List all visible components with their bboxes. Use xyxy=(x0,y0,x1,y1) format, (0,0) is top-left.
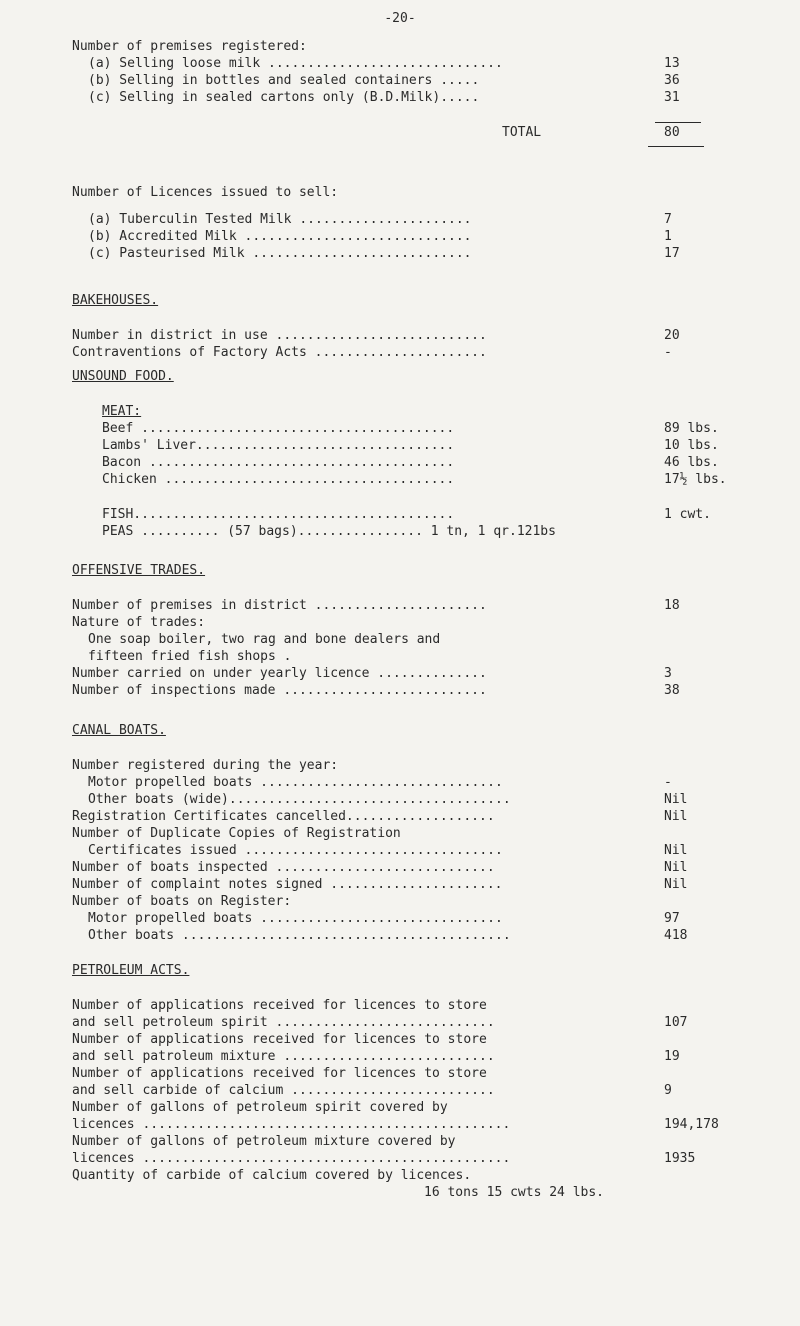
cancelled-row xyxy=(72,808,772,825)
meat-label: Chicken ..................................... xyxy=(102,472,455,487)
bakehouse-label: Contraventions of Factory Acts ...................... xyxy=(72,345,487,360)
nature-text-2: fifteen fried fish shops . xyxy=(88,649,292,664)
meat-heading: MEAT: xyxy=(102,404,142,419)
premises-value: 36 xyxy=(664,73,680,88)
inspections-value: 38 xyxy=(664,683,680,698)
carbide-title-line xyxy=(72,1065,772,1082)
premises-label: (c) Selling in sealed cartons only (B.D.Milk)..... xyxy=(88,90,480,105)
canal-boats-heading: CANAL BOATS. xyxy=(72,723,166,738)
duplicate-value: Nil xyxy=(664,843,688,858)
canal-boats-heading-line xyxy=(72,722,772,739)
carbide-quantity-value: 16 tons 15 cwts 24 lbs. xyxy=(424,1185,605,1200)
peas-row xyxy=(72,523,772,540)
premises-label: (b) Selling in bottles and sealed containers ..... xyxy=(88,73,480,88)
complaint-row xyxy=(72,876,772,893)
unsound-food-section xyxy=(72,368,772,540)
peas-label: PEAS .......... (57 bags)................ 1 tn, 1 qr.121bs xyxy=(102,524,556,539)
offensive-trades-heading-line xyxy=(72,562,772,579)
total-label: TOTAL xyxy=(502,125,542,140)
meat-label: Lambs' Liver................................. xyxy=(102,438,455,453)
register-title-line xyxy=(72,893,772,910)
nature-text-1: One soap boiler, two rag and bone dealers and xyxy=(88,632,441,647)
meat-value: 10 lbs. xyxy=(664,438,719,453)
registered-title-line xyxy=(72,757,772,774)
spirit-title: Number of applications received for licences to store xyxy=(72,998,487,1013)
milk-premises-section xyxy=(72,38,772,141)
spirit-label: and sell petroleum spirit ............................ xyxy=(72,1015,495,1030)
gallons-mixture-value: 1935 xyxy=(664,1151,696,1166)
complaint-label: Number of complaint notes signed ...................... xyxy=(72,877,503,892)
yearly-licence-value: 3 xyxy=(664,666,672,681)
licence-row xyxy=(72,211,772,228)
licence-value: 17 xyxy=(664,246,680,261)
total-row xyxy=(72,124,772,141)
inspected-label: Number of boats inspected ............................ xyxy=(72,860,495,875)
complaint-value: Nil xyxy=(664,877,688,892)
carbide-label: and sell carbide of calcium .......................... xyxy=(72,1083,495,1098)
mixture-row xyxy=(72,1048,772,1065)
licence-label: (c) Pasteurised Milk ............................ xyxy=(88,246,472,261)
licence-label: (b) Accredited Milk ............................. xyxy=(88,229,472,244)
licences-title-line xyxy=(72,184,772,201)
carbide-title: Number of applications received for licences to store xyxy=(72,1066,487,1081)
premises-title: Number of premises registered: xyxy=(72,39,307,54)
fish-value: 1 cwt. xyxy=(664,507,711,522)
meat-label: Beef ........................................ xyxy=(102,421,455,436)
premises-value: 31 xyxy=(664,90,680,105)
gallons-spirit-row xyxy=(72,1116,772,1133)
cancelled-label: Registration Certificates cancelled................... xyxy=(72,809,495,824)
gallons-spirit-label: licences ............................................... xyxy=(72,1117,511,1132)
trades-premises-value: 18 xyxy=(664,598,680,613)
total-value: 80 xyxy=(664,125,680,140)
duplicate-title-line xyxy=(72,825,772,842)
meat-value: 17½ lbs. xyxy=(664,472,727,487)
registered-motor-label: Motor propelled boats ............................... xyxy=(88,775,503,790)
inspected-value: Nil xyxy=(664,860,688,875)
register-other-label: Other boats .......................................... xyxy=(88,928,511,943)
trades-premises-row xyxy=(72,597,772,614)
register-motor-row xyxy=(72,910,772,927)
premises-row xyxy=(72,89,772,106)
bakehouse-label: Number in district in use ........................... xyxy=(72,328,487,343)
offensive-trades-section xyxy=(72,562,772,699)
carbide-quantity-title-line xyxy=(72,1167,772,1184)
registered-motor-value: - xyxy=(664,775,672,790)
page-number: -20- xyxy=(384,11,416,26)
register-other-row xyxy=(72,927,772,944)
mixture-value: 19 xyxy=(664,1049,680,1064)
nature-text-line xyxy=(72,648,772,665)
licence-label: (a) Tuberculin Tested Milk ...................... xyxy=(88,212,472,227)
licence-row xyxy=(72,245,772,262)
cancelled-value: Nil xyxy=(664,809,688,824)
unsound-food-heading: UNSOUND FOOD. xyxy=(72,369,174,384)
gallons-spirit-title: Number of gallons of petroleum spirit covered by xyxy=(72,1100,448,1115)
inspections-label: Number of inspections made .......................... xyxy=(72,683,487,698)
meat-value: 46 lbs. xyxy=(664,455,719,470)
registered-title: Number registered during the year: xyxy=(72,758,339,773)
carbide-quantity-row xyxy=(72,1184,772,1201)
registered-other-label: Other boats (wide).................................... xyxy=(88,792,511,807)
nature-title: Nature of trades: xyxy=(72,615,206,630)
nature-text-line xyxy=(72,631,772,648)
meat-row xyxy=(72,437,772,454)
bakehouse-value: 20 xyxy=(664,328,680,343)
premises-row xyxy=(72,55,772,72)
bakehouses-heading-line xyxy=(72,292,772,309)
canal-boats-section xyxy=(72,722,772,944)
carbide-row xyxy=(72,1082,772,1099)
meat-label: Bacon ....................................... xyxy=(102,455,455,470)
licence-value: 7 xyxy=(664,212,672,227)
petroleum-heading-line xyxy=(72,962,772,979)
registered-other-row xyxy=(72,791,772,808)
register-motor-label: Motor propelled boats ............................... xyxy=(88,911,503,926)
gallons-spirit-value: 194,178 xyxy=(664,1117,719,1132)
yearly-licence-label: Number carried on under yearly licence .............. xyxy=(72,666,487,681)
gallons-spirit-title-line xyxy=(72,1099,772,1116)
gallons-mixture-title: Number of gallons of petroleum mixture covered by xyxy=(72,1134,456,1149)
meat-row xyxy=(72,454,772,471)
register-motor-value: 97 xyxy=(664,911,680,926)
trades-premises-label: Number of premises in district ...................... xyxy=(72,598,487,613)
premises-value: 13 xyxy=(664,56,680,71)
duplicate-row xyxy=(72,842,772,859)
petroleum-section xyxy=(72,962,772,1201)
offensive-trades-heading: OFFENSIVE TRADES. xyxy=(72,563,206,578)
gallons-mixture-title-line xyxy=(72,1133,772,1150)
milk-licences-section xyxy=(72,184,772,262)
carbide-quantity-title: Quantity of carbide of calcium covered by licences. xyxy=(72,1168,472,1183)
bakehouse-row xyxy=(72,344,772,361)
bakehouse-value: - xyxy=(664,345,672,360)
mixture-title: Number of applications received for licences to store xyxy=(72,1032,487,1047)
meat-value: 89 lbs. xyxy=(664,421,719,436)
petroleum-heading: PETROLEUM ACTS. xyxy=(72,963,190,978)
mixture-label: and sell patroleum mixture ........................... xyxy=(72,1049,495,1064)
registered-motor-row xyxy=(72,774,772,791)
gallons-mixture-label: licences ............................................... xyxy=(72,1151,511,1166)
bakehouses-section xyxy=(72,292,772,361)
spirit-value: 107 xyxy=(664,1015,688,1030)
bakehouses-heading: BAKEHOUSES. xyxy=(72,293,159,308)
registered-other-value: Nil xyxy=(664,792,688,807)
total-rule-bottom xyxy=(648,146,704,147)
premises-row xyxy=(72,72,772,89)
yearly-licence-row xyxy=(72,665,772,682)
licence-value: 1 xyxy=(664,229,672,244)
premises-label: (a) Selling loose milk .............................. xyxy=(88,56,503,71)
total-rule-top xyxy=(655,122,701,123)
spirit-title-line xyxy=(72,997,772,1014)
nature-title-line xyxy=(72,614,772,631)
fish-row xyxy=(72,506,772,523)
premises-title-line xyxy=(72,38,772,55)
duplicate-label: Certificates issued ................................. xyxy=(88,843,503,858)
mixture-title-line xyxy=(72,1031,772,1048)
inspected-row xyxy=(72,859,772,876)
meat-row xyxy=(72,420,772,437)
carbide-value: 9 xyxy=(664,1083,672,1098)
licence-row xyxy=(72,228,772,245)
fish-label: FISH......................................... xyxy=(102,507,455,522)
gallons-mixture-row xyxy=(72,1150,772,1167)
licences-title: Number of Licences issued to sell: xyxy=(72,185,339,200)
spirit-row xyxy=(72,1014,772,1031)
register-other-value: 418 xyxy=(664,928,688,943)
meat-heading-line xyxy=(72,403,772,420)
register-title: Number of boats on Register: xyxy=(72,894,292,909)
meat-row xyxy=(72,471,772,488)
unsound-food-heading-line xyxy=(72,368,772,385)
bakehouse-row xyxy=(72,327,772,344)
inspections-row xyxy=(72,682,772,699)
duplicate-title: Number of Duplicate Copies of Registration xyxy=(72,826,401,841)
